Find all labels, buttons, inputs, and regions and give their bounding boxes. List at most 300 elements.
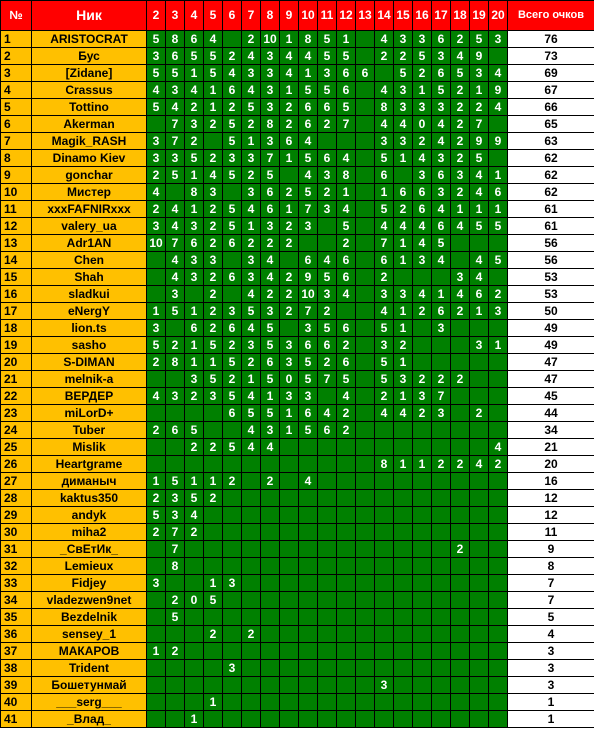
table-row bbox=[1, 371, 594, 388]
score-cell bbox=[394, 677, 413, 694]
row-rank: 18 bbox=[1, 320, 32, 337]
row-total: 47 bbox=[508, 354, 594, 371]
score-cell: 3 bbox=[242, 337, 261, 354]
score-cell bbox=[470, 660, 489, 677]
score-cell bbox=[451, 388, 470, 405]
score-cell bbox=[489, 422, 508, 439]
score-cell: 3 bbox=[147, 150, 166, 167]
score-cell: 2 bbox=[204, 303, 223, 320]
row-total: 5 bbox=[508, 609, 594, 626]
score-cell: 3 bbox=[375, 337, 394, 354]
score-cell: 4 bbox=[242, 388, 261, 405]
table-row bbox=[1, 541, 594, 558]
score-cell: 5 bbox=[318, 82, 337, 99]
score-cell: 2 bbox=[204, 235, 223, 252]
score-cell bbox=[470, 694, 489, 711]
score-cell bbox=[318, 643, 337, 660]
score-cell: 5 bbox=[242, 303, 261, 320]
score-cell: 5 bbox=[166, 65, 185, 82]
score-cell: 3 bbox=[394, 31, 413, 48]
score-cell: 3 bbox=[299, 218, 318, 235]
score-cell bbox=[375, 558, 394, 575]
score-cell bbox=[356, 337, 375, 354]
score-cell: 1 bbox=[394, 252, 413, 269]
score-cell bbox=[337, 558, 356, 575]
score-cell: 3 bbox=[242, 65, 261, 82]
score-cell bbox=[413, 694, 432, 711]
score-cell: 4 bbox=[375, 31, 394, 48]
row-nick: miha2 bbox=[32, 524, 147, 541]
score-cell: 4 bbox=[242, 48, 261, 65]
score-cell bbox=[413, 660, 432, 677]
score-cell bbox=[451, 626, 470, 643]
score-cell bbox=[432, 609, 451, 626]
score-cell bbox=[318, 626, 337, 643]
score-cell: 4 bbox=[413, 235, 432, 252]
score-cell: 1 bbox=[185, 354, 204, 371]
score-cell bbox=[432, 575, 451, 592]
row-nick: Tottino bbox=[32, 99, 147, 116]
score-cell bbox=[185, 609, 204, 626]
score-cell bbox=[204, 456, 223, 473]
row-total: 21 bbox=[508, 439, 594, 456]
score-cell bbox=[242, 660, 261, 677]
score-cell: 1 bbox=[280, 31, 299, 48]
score-cell bbox=[489, 541, 508, 558]
score-cell bbox=[375, 609, 394, 626]
score-cell: 1 bbox=[394, 235, 413, 252]
score-cell bbox=[356, 592, 375, 609]
score-cell bbox=[318, 575, 337, 592]
score-cell: 9 bbox=[470, 48, 489, 65]
score-cell bbox=[318, 133, 337, 150]
score-cell bbox=[166, 439, 185, 456]
table-row bbox=[1, 422, 594, 439]
score-cell bbox=[356, 303, 375, 320]
score-cell: 1 bbox=[337, 31, 356, 48]
score-cell bbox=[280, 507, 299, 524]
row-total: 73 bbox=[508, 48, 594, 65]
score-cell bbox=[185, 660, 204, 677]
score-cell bbox=[356, 405, 375, 422]
table-row bbox=[1, 711, 594, 728]
score-cell bbox=[166, 405, 185, 422]
score-cell: 5 bbox=[166, 303, 185, 320]
score-cell bbox=[147, 116, 166, 133]
row-rank: 7 bbox=[1, 133, 32, 150]
row-nick: Fidjey bbox=[32, 575, 147, 592]
score-cell bbox=[185, 575, 204, 592]
score-cell bbox=[413, 422, 432, 439]
score-cell: 2 bbox=[337, 235, 356, 252]
row-rank: 17 bbox=[1, 303, 32, 320]
score-cell: 5 bbox=[299, 422, 318, 439]
score-cell bbox=[394, 575, 413, 592]
score-cell: 2 bbox=[432, 456, 451, 473]
table-row bbox=[1, 218, 594, 235]
score-cell: 2 bbox=[185, 133, 204, 150]
score-cell: 5 bbox=[337, 99, 356, 116]
score-cell bbox=[337, 575, 356, 592]
score-cell bbox=[337, 643, 356, 660]
score-cell bbox=[451, 643, 470, 660]
table-row bbox=[1, 643, 594, 660]
score-cell bbox=[375, 490, 394, 507]
score-cell: 4 bbox=[166, 269, 185, 286]
row-rank: 22 bbox=[1, 388, 32, 405]
header-round: 6 bbox=[223, 1, 242, 31]
score-cell bbox=[375, 473, 394, 490]
score-cell bbox=[280, 660, 299, 677]
score-cell bbox=[470, 388, 489, 405]
table-body bbox=[1, 31, 594, 728]
score-cell: 3 bbox=[261, 99, 280, 116]
score-cell bbox=[166, 371, 185, 388]
score-cell bbox=[318, 711, 337, 728]
score-cell: 5 bbox=[147, 507, 166, 524]
row-nick: lion.ts bbox=[32, 320, 147, 337]
score-cell bbox=[394, 711, 413, 728]
score-cell bbox=[394, 626, 413, 643]
score-cell: 2 bbox=[451, 184, 470, 201]
score-cell bbox=[470, 490, 489, 507]
row-total: 50 bbox=[508, 303, 594, 320]
score-cell bbox=[280, 558, 299, 575]
row-nick: sasho bbox=[32, 337, 147, 354]
score-cell: 4 bbox=[394, 405, 413, 422]
score-cell: 1 bbox=[489, 201, 508, 218]
row-rank: 24 bbox=[1, 422, 32, 439]
score-cell bbox=[356, 133, 375, 150]
score-cell bbox=[147, 558, 166, 575]
score-cell bbox=[432, 558, 451, 575]
score-cell: 3 bbox=[185, 252, 204, 269]
score-cell bbox=[147, 286, 166, 303]
score-cell bbox=[432, 626, 451, 643]
score-cell bbox=[413, 269, 432, 286]
table-row bbox=[1, 201, 594, 218]
score-cell: 6 bbox=[299, 116, 318, 133]
score-cell bbox=[147, 677, 166, 694]
score-cell bbox=[375, 592, 394, 609]
score-cell bbox=[261, 626, 280, 643]
score-cell: 5 bbox=[185, 490, 204, 507]
score-cell bbox=[242, 609, 261, 626]
row-nick: kaktus350 bbox=[32, 490, 147, 507]
row-nick: xxxFAFNIRxxx bbox=[32, 201, 147, 218]
score-cell: 1 bbox=[375, 184, 394, 201]
score-cell bbox=[318, 235, 337, 252]
row-rank: 5 bbox=[1, 99, 32, 116]
score-cell bbox=[470, 524, 489, 541]
score-cell bbox=[280, 456, 299, 473]
score-cell: 9 bbox=[489, 133, 508, 150]
score-cell bbox=[337, 439, 356, 456]
table-row bbox=[1, 490, 594, 507]
score-cell: 4 bbox=[299, 48, 318, 65]
score-cell: 4 bbox=[489, 439, 508, 456]
score-cell: 7 bbox=[299, 201, 318, 218]
row-nick: Magik_RASH bbox=[32, 133, 147, 150]
score-cell: 4 bbox=[242, 422, 261, 439]
score-cell: 5 bbox=[375, 354, 394, 371]
score-cell: 4 bbox=[147, 388, 166, 405]
score-cell bbox=[356, 167, 375, 184]
score-cell: 1 bbox=[280, 405, 299, 422]
row-rank: 29 bbox=[1, 507, 32, 524]
score-cell bbox=[394, 524, 413, 541]
row-total: 7 bbox=[508, 592, 594, 609]
score-cell: 2 bbox=[242, 31, 261, 48]
score-cell bbox=[337, 133, 356, 150]
score-cell bbox=[337, 677, 356, 694]
score-cell bbox=[280, 167, 299, 184]
score-cell bbox=[432, 507, 451, 524]
score-cell bbox=[394, 694, 413, 711]
score-cell: 6 bbox=[375, 167, 394, 184]
score-cell bbox=[432, 269, 451, 286]
score-cell bbox=[299, 235, 318, 252]
score-cell bbox=[470, 439, 489, 456]
score-cell: 3 bbox=[166, 286, 185, 303]
score-cell: 1 bbox=[185, 473, 204, 490]
score-cell bbox=[185, 677, 204, 694]
score-cell: 6 bbox=[299, 252, 318, 269]
score-cell: 6 bbox=[261, 184, 280, 201]
score-cell bbox=[432, 422, 451, 439]
score-cell bbox=[489, 643, 508, 660]
score-cell: 4 bbox=[337, 286, 356, 303]
score-cell bbox=[413, 541, 432, 558]
score-cell bbox=[470, 558, 489, 575]
score-cell bbox=[413, 575, 432, 592]
score-cell: 5 bbox=[223, 218, 242, 235]
score-cell bbox=[470, 677, 489, 694]
score-cell: 5 bbox=[375, 320, 394, 337]
score-cell bbox=[356, 609, 375, 626]
score-cell: 7 bbox=[318, 371, 337, 388]
score-cell: 1 bbox=[261, 388, 280, 405]
score-cell: 3 bbox=[261, 422, 280, 439]
score-cell: 2 bbox=[223, 371, 242, 388]
score-cell: 1 bbox=[204, 354, 223, 371]
score-cell bbox=[242, 524, 261, 541]
score-cell bbox=[280, 575, 299, 592]
score-cell bbox=[337, 694, 356, 711]
score-cell: 1 bbox=[185, 303, 204, 320]
score-cell: 5 bbox=[204, 48, 223, 65]
score-cell: 7 bbox=[166, 133, 185, 150]
table-row bbox=[1, 133, 594, 150]
score-cell bbox=[318, 609, 337, 626]
score-cell bbox=[356, 320, 375, 337]
score-cell bbox=[166, 320, 185, 337]
score-cell bbox=[261, 558, 280, 575]
score-cell bbox=[356, 184, 375, 201]
score-cell: 4 bbox=[489, 99, 508, 116]
score-cell: 4 bbox=[280, 48, 299, 65]
score-cell bbox=[413, 592, 432, 609]
score-cell bbox=[280, 609, 299, 626]
score-cell: 6 bbox=[223, 405, 242, 422]
score-cell: 3 bbox=[394, 82, 413, 99]
score-cell bbox=[356, 422, 375, 439]
score-cell: 3 bbox=[204, 388, 223, 405]
score-cell: 2 bbox=[204, 626, 223, 643]
table-row bbox=[1, 677, 594, 694]
score-cell: 4 bbox=[185, 82, 204, 99]
score-cell: 6 bbox=[261, 201, 280, 218]
score-cell: 2 bbox=[375, 269, 394, 286]
row-total: 3 bbox=[508, 643, 594, 660]
score-cell bbox=[242, 694, 261, 711]
score-cell: 2 bbox=[280, 184, 299, 201]
row-rank: 11 bbox=[1, 201, 32, 218]
score-cell: 2 bbox=[413, 303, 432, 320]
score-cell bbox=[394, 660, 413, 677]
score-cell: 5 bbox=[185, 150, 204, 167]
score-cell: 2 bbox=[261, 235, 280, 252]
score-cell bbox=[451, 609, 470, 626]
score-cell: 4 bbox=[470, 269, 489, 286]
score-cell bbox=[356, 31, 375, 48]
score-cell: 5 bbox=[337, 218, 356, 235]
score-cell: 4 bbox=[280, 65, 299, 82]
score-cell: 5 bbox=[318, 48, 337, 65]
score-cell bbox=[299, 626, 318, 643]
score-cell: 1 bbox=[394, 456, 413, 473]
score-cell: 2 bbox=[185, 388, 204, 405]
score-cell: 2 bbox=[223, 473, 242, 490]
score-cell bbox=[375, 507, 394, 524]
score-cell bbox=[451, 235, 470, 252]
score-cell: 2 bbox=[337, 337, 356, 354]
score-cell: 1 bbox=[280, 422, 299, 439]
score-cell bbox=[299, 711, 318, 728]
row-total: 12 bbox=[508, 490, 594, 507]
header-total: Всего очков bbox=[508, 1, 594, 31]
score-cell: 2 bbox=[489, 286, 508, 303]
score-cell: 1 bbox=[204, 473, 223, 490]
score-cell bbox=[451, 439, 470, 456]
row-total: 9 bbox=[508, 541, 594, 558]
score-cell: 3 bbox=[204, 252, 223, 269]
score-cell bbox=[432, 660, 451, 677]
score-cell: 6 bbox=[223, 269, 242, 286]
score-cell: 4 bbox=[318, 252, 337, 269]
score-cell: 7 bbox=[261, 150, 280, 167]
row-rank: 2 bbox=[1, 48, 32, 65]
score-cell: 2 bbox=[223, 48, 242, 65]
row-rank: 23 bbox=[1, 405, 32, 422]
score-cell bbox=[261, 490, 280, 507]
score-cell: 6 bbox=[299, 405, 318, 422]
score-cell: 3 bbox=[432, 48, 451, 65]
row-total: 56 bbox=[508, 235, 594, 252]
score-cell bbox=[261, 592, 280, 609]
row-nick: Tuber bbox=[32, 422, 147, 439]
score-cell: 6 bbox=[280, 133, 299, 150]
score-cell bbox=[489, 524, 508, 541]
score-cell: 4 bbox=[432, 252, 451, 269]
score-cell: 2 bbox=[451, 99, 470, 116]
row-nick: Adr1AN bbox=[32, 235, 147, 252]
score-cell: 1 bbox=[147, 473, 166, 490]
score-cell: 4 bbox=[375, 116, 394, 133]
score-cell bbox=[242, 456, 261, 473]
score-cell: 4 bbox=[242, 82, 261, 99]
row-total: 3 bbox=[508, 677, 594, 694]
table-row bbox=[1, 116, 594, 133]
score-cell bbox=[432, 439, 451, 456]
score-cell: 2 bbox=[451, 133, 470, 150]
row-total: 16 bbox=[508, 473, 594, 490]
row-total: 1 bbox=[508, 711, 594, 728]
row-nick: Бус bbox=[32, 48, 147, 65]
score-cell: 3 bbox=[223, 303, 242, 320]
score-cell bbox=[356, 116, 375, 133]
score-cell: 3 bbox=[261, 82, 280, 99]
row-total: 47 bbox=[508, 371, 594, 388]
row-nick: Bezdelnik bbox=[32, 609, 147, 626]
score-cell bbox=[185, 541, 204, 558]
score-cell: 3 bbox=[185, 218, 204, 235]
score-cell bbox=[223, 643, 242, 660]
score-cell: 4 bbox=[261, 252, 280, 269]
score-cell: 4 bbox=[432, 133, 451, 150]
score-cell bbox=[223, 558, 242, 575]
score-cell bbox=[261, 524, 280, 541]
score-cell: 6 bbox=[432, 218, 451, 235]
score-cell: 2 bbox=[242, 626, 261, 643]
table-row bbox=[1, 524, 594, 541]
score-cell: 5 bbox=[375, 201, 394, 218]
score-cell bbox=[242, 490, 261, 507]
score-cell: 5 bbox=[242, 99, 261, 116]
score-cell bbox=[185, 626, 204, 643]
row-rank: 8 bbox=[1, 150, 32, 167]
score-cell: 3 bbox=[413, 388, 432, 405]
score-cell: 9 bbox=[470, 133, 489, 150]
score-cell bbox=[413, 626, 432, 643]
score-cell: 4 bbox=[204, 31, 223, 48]
score-cell bbox=[318, 439, 337, 456]
score-cell bbox=[318, 473, 337, 490]
score-cell bbox=[356, 269, 375, 286]
row-total: 76 bbox=[508, 31, 594, 48]
row-nick: Dinamo Kiev bbox=[32, 150, 147, 167]
row-rank: 16 bbox=[1, 286, 32, 303]
row-nick: ARISTOCRAT bbox=[32, 31, 147, 48]
score-cell: 2 bbox=[242, 167, 261, 184]
score-cell bbox=[489, 405, 508, 422]
score-cell bbox=[147, 711, 166, 728]
score-cell: 7 bbox=[166, 541, 185, 558]
score-cell bbox=[489, 609, 508, 626]
score-cell: 3 bbox=[432, 320, 451, 337]
header-round: 12 bbox=[337, 1, 356, 31]
score-cell: 2 bbox=[489, 456, 508, 473]
row-rank: 21 bbox=[1, 371, 32, 388]
score-cell bbox=[451, 592, 470, 609]
score-cell: 1 bbox=[470, 82, 489, 99]
score-cell bbox=[223, 286, 242, 303]
table-row bbox=[1, 456, 594, 473]
score-cell: 2 bbox=[280, 286, 299, 303]
score-cell: 4 bbox=[299, 167, 318, 184]
score-cell: 3 bbox=[375, 133, 394, 150]
row-total: 69 bbox=[508, 65, 594, 82]
